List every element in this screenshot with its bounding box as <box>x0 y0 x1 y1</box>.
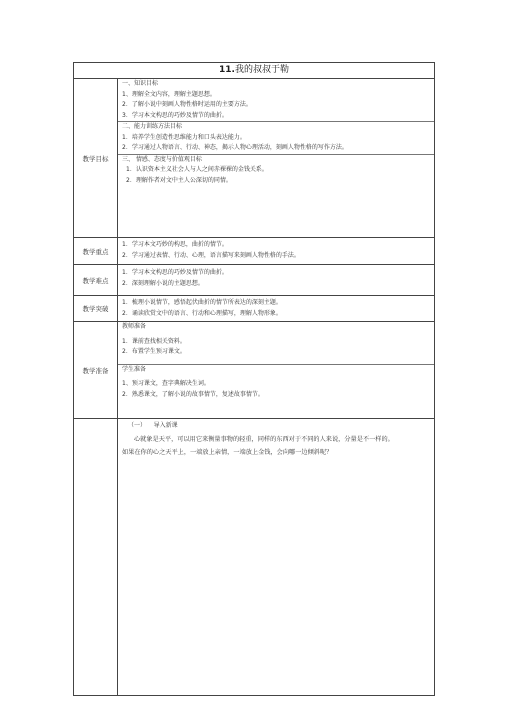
section-heading: 三、 情感、态度与价值观目标 <box>122 155 202 163</box>
goals-section-values <box>118 154 434 187</box>
intro-paragraph: 心就象是天平，可以用它来衡量事物的轻重，同样的东西对于不同的人来说，分量是不一样的。如果在你的心之天平上，一端放上亲情，一端放上金钱，会向哪一边倾斜呢？ <box>122 436 394 456</box>
key-point-item: 1．学习本文巧妙的构思，曲折的情节。 <box>122 241 228 248</box>
difficulties-content <box>118 265 435 296</box>
student-prep-item: 1、预习课文，查字典解决生词。 <box>122 380 210 387</box>
step-title: 导入新课 <box>153 422 178 429</box>
process-label-cell <box>74 419 118 696</box>
goals-section-knowledge <box>122 79 434 121</box>
page-title <box>74 63 435 79</box>
key-points-content <box>118 238 435 265</box>
difficulty-item: 2．深刻理解小说的主题思想。 <box>122 279 204 287</box>
goal-item: 2．学习通过人物语言、行动、神态，揭示人物心理活动，刻画人物性格的写作方法。 <box>122 144 348 151</box>
goals-content <box>118 79 435 238</box>
breakthrough-content <box>118 296 435 322</box>
breakthrough-label: 教学突破 <box>74 296 118 322</box>
title-text: 我的叔叔于勒 <box>234 65 289 75</box>
difficulties-label: 教学难点 <box>74 265 118 296</box>
difficulty-item: 1．学习本文构思的巧妙及情节的曲折。 <box>122 269 228 276</box>
preparation-label: 教学准备 <box>74 322 118 419</box>
key-point-item: 2．学习通过表情、行动、心理，语言描写来刻画人物性格的手法。 <box>122 251 300 259</box>
breakthrough-item: 1．梳理小说情节，感悟起伏曲折的情节所表达的深刻主题。 <box>122 299 282 306</box>
lesson-plan-table <box>73 62 435 696</box>
preparation-content <box>118 322 435 419</box>
student-prep-heading: 学生准备 <box>122 365 147 373</box>
goal-item: 2．了解小说中刻画人物性格时运用的主要方法。 <box>122 101 252 108</box>
teacher-prep-heading: 教师准备 <box>122 323 147 330</box>
goal-item: 1．认识资本主义社会人与人之间赤裸裸的金钱关系。 <box>126 166 268 173</box>
process-step-heading <box>122 421 434 431</box>
breakthrough-item: 2．诵读欣赏文中的语言、行动和心理描写，理解人物形象。 <box>122 309 282 317</box>
process-content <box>118 419 435 696</box>
goal-item: 3．学习本文构思的巧妙及情节的曲折。 <box>122 111 228 119</box>
goals-section-ability <box>118 121 434 154</box>
teacher-prep-item: 1．课前查找相关资料。 <box>122 337 186 345</box>
goal-item: 1、理解全文内容，理解主题思想。 <box>122 90 216 98</box>
goal-item: 2．理解作者对文中主人公深切的同情。 <box>126 176 232 184</box>
teacher-prep-item: 2．布置学生预习课文。 <box>122 348 186 355</box>
goals-label: 教学目标 <box>74 79 118 238</box>
student-prep-item: 2．熟悉课文，了解小说的故事情节，复述故事情节。 <box>122 390 264 398</box>
step-number: （一） <box>128 422 147 429</box>
section-heading: 二、能力训练方法目标 <box>122 123 183 130</box>
section-heading: 一、知识目标 <box>122 80 159 87</box>
teacher-preparation <box>122 322 434 358</box>
title-number: 11. <box>219 65 235 75</box>
goal-item: 1．培养学生创造性思维能力和口头表达能力。 <box>122 133 246 141</box>
key-points-label: 教学重点 <box>74 238 118 265</box>
student-preparation <box>118 364 434 401</box>
